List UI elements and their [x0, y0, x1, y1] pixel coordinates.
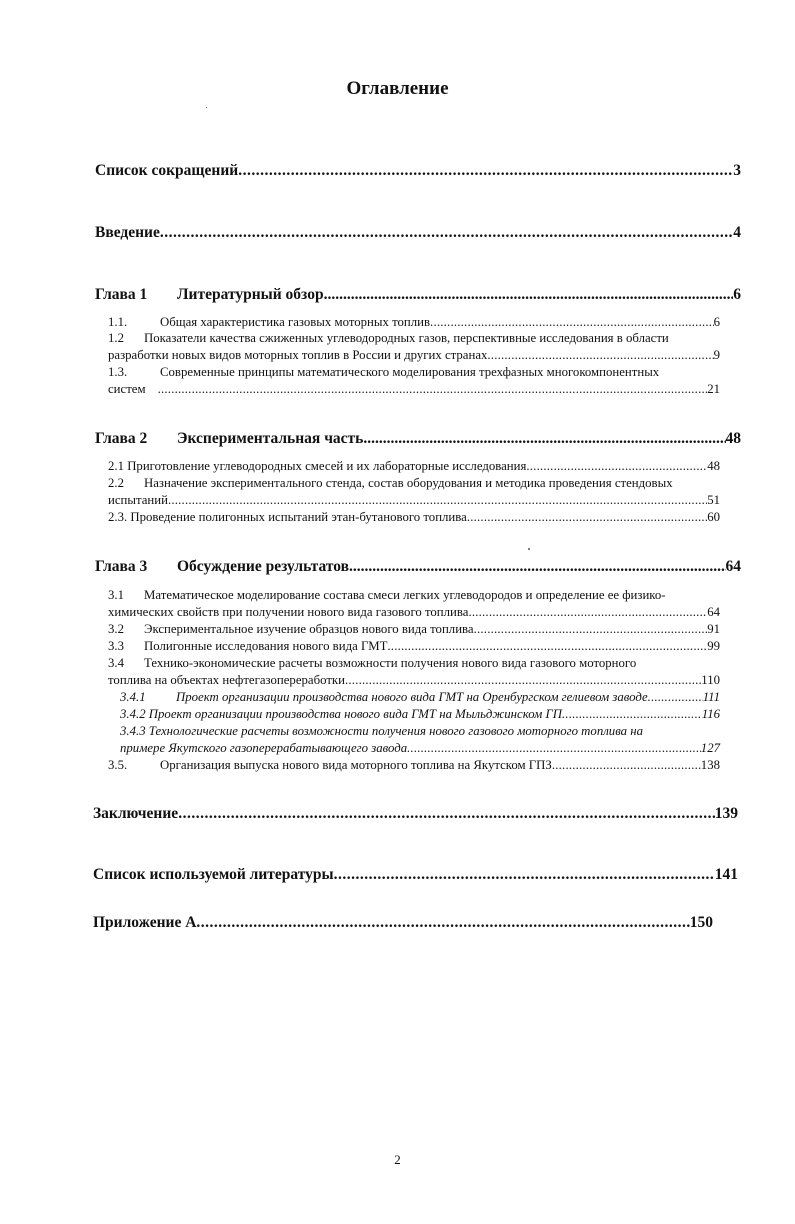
toc-section-2-1[interactable] [108, 459, 720, 474]
section-page: 21 [707, 382, 720, 396]
toc-intro[interactable] [95, 224, 741, 242]
section-number: 3.4.1 [120, 690, 146, 704]
dot-leader [407, 741, 701, 756]
toc-section-3-4-3-line2[interactable] [120, 741, 720, 756]
toc-appendix-label: Приложение А [93, 914, 197, 931]
dot-leader [526, 459, 707, 474]
toc-section-1-3-line2[interactable] [108, 382, 720, 397]
toc-section-3-1-line2[interactable] [108, 605, 720, 620]
section-page: 110 [701, 673, 720, 687]
dot-leader [238, 162, 733, 180]
dot-leader [430, 315, 714, 330]
section-title: Проект организации производства нового вида ГМТ на Оренбургском гелиевом заводе [176, 690, 648, 704]
dot-leader [562, 707, 702, 722]
dot-leader [345, 673, 701, 688]
dot-leader [474, 622, 708, 637]
section-title: Организация выпуска нового вида моторного топлива на Якутском ГПЗ [160, 758, 552, 772]
dot-leader [468, 605, 707, 620]
dot-leader [168, 493, 707, 508]
dot-leader [160, 224, 733, 242]
section-title-cont: примере Якутского газоперерабатывающего завода [120, 741, 408, 755]
toc-appendix[interactable] [93, 914, 713, 932]
toc-section-1-1[interactable] [108, 315, 720, 330]
section-page: 116 [701, 707, 720, 721]
section-title: Математическое моделирование состава смеси легких углеводородов и определение ее физико- [144, 588, 666, 602]
dot-leader [178, 805, 715, 823]
dot-leader [387, 639, 707, 654]
section-title: 3.4.2 Проект организации производства нового вида ГМТ на Мыльджинском ГП [120, 707, 563, 721]
section-number: 3.3 [108, 639, 124, 653]
toc-section-3-4-3-line1[interactable] [120, 724, 643, 739]
toc-section-3-4-line2[interactable] [108, 673, 720, 688]
toc-section-3-4-2[interactable] [120, 707, 720, 722]
section-title: 2.3. Проведение полигонных испытаний этан-бутанового топлива [108, 510, 467, 524]
dot-leader [324, 286, 734, 304]
toc-chapter-2[interactable] [95, 430, 741, 448]
dot-leader [467, 510, 707, 525]
section-number: 1.1. [108, 315, 128, 329]
section-page: 51 [707, 493, 720, 507]
toc-abbreviations[interactable] [95, 162, 741, 180]
section-number: 1.2 [108, 331, 124, 345]
section-title: Показатели качества сжиженных углеводородных газов, перспективные исследования в области [144, 331, 669, 345]
section-title-cont: химических свойств при получении нового вида газового топлива [108, 605, 469, 619]
toc-conclusion[interactable] [93, 805, 738, 823]
dot-leader [196, 914, 689, 932]
toc-section-3-4-line1[interactable] [108, 656, 636, 671]
section-title: 2.1 Приготовление углеводородных смесей и их лабораторные исследования [108, 459, 527, 473]
toc-chapter-1[interactable] [95, 286, 741, 304]
section-title: Полигонные исследования нового вида ГМТ [144, 639, 388, 653]
chapter-1-number: Глава 1 [95, 286, 148, 303]
scan-speck [206, 107, 207, 108]
toc-intro-label: Введение [95, 224, 160, 241]
toc-conclusion-label: Заключение [93, 805, 179, 822]
section-page: 138 [700, 758, 720, 772]
section-title: Современные принципы математического моделирования трехфазных многокомпонентных [160, 365, 660, 379]
toc-section-3-3[interactable] [108, 639, 720, 654]
section-page: 6 [713, 315, 720, 329]
dot-leader [349, 558, 726, 576]
toc-references-label: Список используемой литературы [93, 866, 334, 883]
page-title: Оглавление [346, 78, 449, 99]
scan-speck [528, 548, 530, 550]
toc-abbreviations-label: Список сокращений [95, 162, 239, 179]
section-number: 2.2 [108, 476, 124, 490]
toc-section-2-2-line1[interactable] [108, 476, 673, 491]
section-page: 91 [707, 622, 720, 636]
section-page: 9 [713, 348, 720, 362]
toc-references-page: 141 [714, 866, 738, 883]
chapter-2-number: Глава 2 [95, 430, 148, 447]
toc-section-3-2[interactable] [108, 622, 720, 637]
toc-section-1-2-line2[interactable] [108, 348, 720, 363]
dot-leader [487, 348, 713, 363]
toc-section-1-3-line1[interactable] [108, 365, 659, 380]
toc-appendix-page: 150 [689, 914, 713, 931]
section-title-cont: систем [108, 382, 146, 396]
dot-leader [363, 430, 725, 448]
chapter-1-title: Литературный обзор [177, 286, 324, 303]
toc-section-2-3[interactable] [108, 510, 720, 525]
section-number: 3.4 [108, 656, 124, 670]
section-page: 111 [702, 690, 720, 704]
chapter-2-title: Экспериментальная часть [177, 430, 364, 447]
toc-intro-page: 4 [733, 224, 741, 241]
toc-section-3-4-1[interactable] [120, 690, 720, 705]
chapter-1-page: 6 [733, 286, 741, 303]
chapter-3-number: Глава 3 [95, 558, 148, 575]
section-number: 3.2 [108, 622, 124, 636]
section-page: 60 [707, 510, 720, 524]
chapter-2-page: 48 [725, 430, 741, 447]
toc-references[interactable] [93, 866, 738, 884]
section-title: Экспериментальное изучение образцов нового вида топлива [144, 622, 474, 636]
toc-conclusion-page: 139 [714, 805, 738, 822]
toc-abbreviations-page: 3 [733, 162, 741, 179]
dot-leader [158, 382, 708, 397]
chapter-3-title: Обсуждение результатов [177, 558, 349, 575]
dot-leader [552, 758, 701, 773]
section-title-cont: разработки новых видов моторных топлив в России и других странах [108, 348, 488, 362]
section-page: 127 [700, 741, 720, 755]
section-number: 3.5. [108, 758, 128, 772]
dot-leader [648, 690, 703, 705]
section-number: 3.1 [108, 588, 124, 602]
section-page: 48 [707, 459, 720, 473]
section-page: 99 [707, 639, 720, 653]
section-title-cont: испытаний [108, 493, 168, 507]
chapter-3-page: 64 [725, 558, 741, 575]
section-title: Общая характеристика газовых моторных топлив [160, 315, 431, 329]
section-title-cont: топлива на объектах нефтегазопереработки [108, 673, 345, 687]
toc-section-2-2-line2[interactable] [108, 493, 720, 508]
toc-chapter-3[interactable] [95, 558, 741, 576]
section-page: 64 [707, 605, 720, 619]
section-title: Назначение экспериментального стенда, состав оборудования и методика проведения стендовых [144, 476, 673, 490]
toc-section-3-1-line1[interactable] [108, 588, 666, 603]
dot-leader [334, 866, 715, 884]
section-title: Технико-экономические расчеты возможности получения нового вида газового моторного [144, 656, 637, 670]
section-number: 1.3. [108, 365, 128, 379]
section-title: 3.4.3 Технологические расчеты возможности получения нового газового моторного топлива на [120, 724, 644, 738]
toc-section-3-5[interactable] [108, 758, 720, 773]
toc-section-1-2-line1[interactable] [108, 331, 669, 346]
page-number: 2 [394, 1152, 401, 1167]
